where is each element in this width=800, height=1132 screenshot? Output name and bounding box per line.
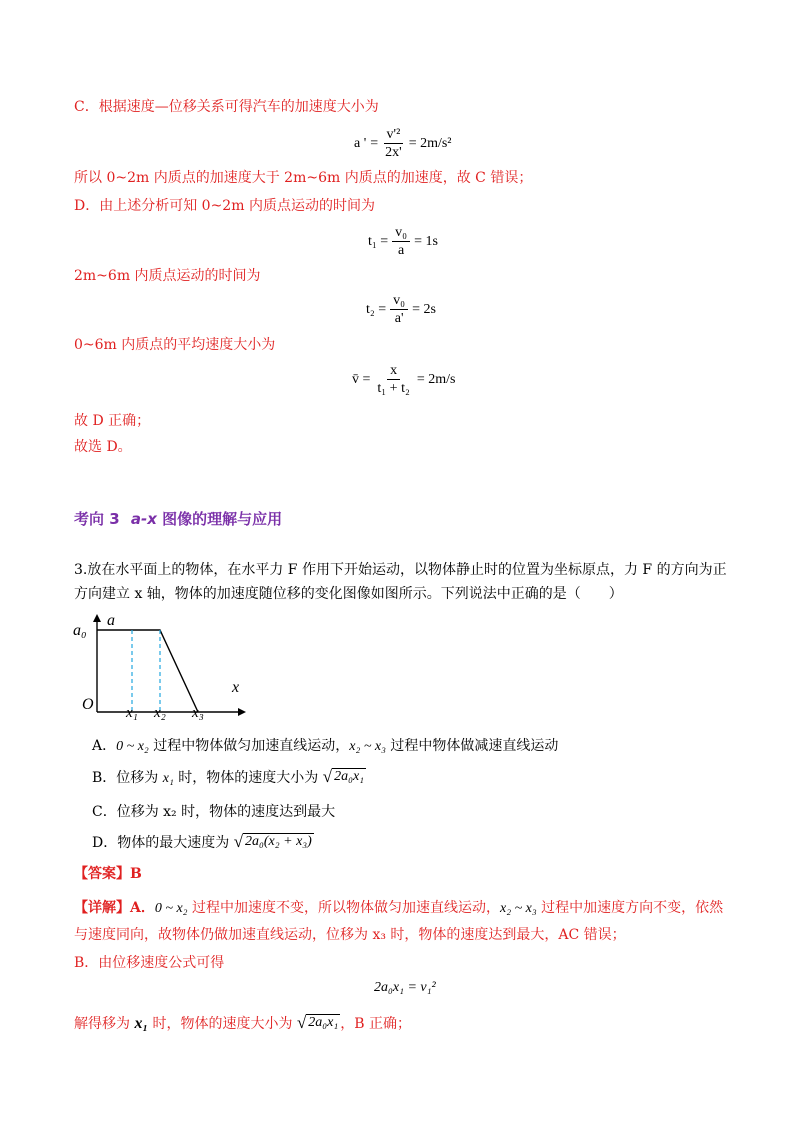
x-axis-arrow [238,708,246,716]
sqrt-expr: √ 2a₀(x₂ + x₃) [233,832,312,851]
equation-position-velocity: 2a₀x₁ = v₁² [374,980,436,995]
y-axis-label: a [107,612,115,629]
eq-den: 2x' [385,145,402,160]
graph-line [97,630,198,712]
detail-b-intro: B．由位移速度公式可得 [74,955,225,971]
range-x2-x3: x₂ ~ x₃ [499,901,537,916]
detail-text-end: 过程中加速度方向不变，依然 [536,900,724,916]
opt-prefix: B．位移为 [92,770,163,786]
option-b[interactable] [92,768,366,789]
eq-rhs: = 2s [412,301,436,317]
heading-label: 考向 3 [74,510,120,528]
sectionD-line3: 0~6m 内质点的平均速度大小为 [74,337,276,353]
opt-prefix: A． [92,738,117,754]
tick-x1: x₁ [126,705,138,720]
sqrt-body: 2a₀x₁ [308,1015,339,1030]
detail-label: 【详解】A． [74,900,155,916]
opt-text-end: 过程中物体做减速直线运动 [385,738,559,754]
detail-text: 过程中加速度不变，所以物体做匀加速直线运动， [187,900,500,916]
option-d[interactable] [92,833,314,853]
range-0-x2: 0 ~ x₂ [154,901,188,916]
eq-den: t₁ + t₂ [377,381,410,396]
tick-x2: x₂ [154,705,166,720]
detail-text-mid: 时，物体的速度大小为 [148,1016,297,1032]
sqrt-body: 2a₀x₁ [334,769,365,784]
question-line2: 方向建立 x 轴，物体的加速度随位移的变化图像如图所示。下列说法中正确的是（ ） [74,586,623,602]
detail-line2: 与速度同向，故物体仍做加速直线运动，位移为 x₃ 时，物体的速度达到最大，AC 错误； [74,927,626,943]
eq-num: v'² [384,126,404,144]
eq-num: x [387,362,400,380]
option-c[interactable]: C．位移为 x₂ 时，物体的速度达到最大 [92,804,336,820]
opt-prefix: D．物体的最大速度为 [92,835,234,851]
eq-lhs: v̄ = [352,371,371,387]
eq-rhs: = 2m/s² [408,135,452,151]
sectionD-intro: D．由上述分析可知 0~2m 内质点运动的时间为 [74,198,375,214]
detail-text-end: ，B 正确； [340,1016,411,1032]
eq-den: a [398,243,405,258]
equation-avg-velocity [352,362,455,397]
detail-var: x₁ [134,1015,149,1032]
opt-range1: 0 ~ x₂ [116,739,149,754]
detail-final [74,1014,411,1034]
detail-text: 解得移为 [74,1016,135,1032]
eq-num: v₀ [392,224,410,242]
sectionC-conclusion: 所以 0~2m 内质点的加速度大于 2m~6m 内质点的加速度，故 C 错误； [74,170,533,186]
opt-text: 时，物体的速度大小为 [173,770,323,786]
eq-lhs: t₁ = [368,233,389,249]
opt-text: 过程中物体做匀加速直线运动， [148,738,350,754]
x-axis-label: x [232,679,240,696]
eq-den: a' [394,311,404,326]
eq-lhs: t₂ = [366,301,387,317]
sqrt-expr: √ 2a₀x₁ [322,767,365,786]
eq-rhs: = 1s [414,233,438,249]
opt-range2: x₂ ~ x₃ [349,739,386,754]
heading-topic-var: a-x [130,510,157,528]
eq-num: v₀ [390,292,408,310]
detail-line1 [74,898,723,919]
sectionC-intro: C．根据速度—位移关系可得汽车的加速度大小为 [74,99,379,115]
eq-lhs: a ' [354,135,367,151]
section-heading [74,508,282,529]
opt-var: x₁ [162,771,174,786]
equation-a-prime: a ' = $\frac{\text{v'²}}{2x'}$ = 2m/s² [354,127,452,160]
heading-topic: 图像的理解与应用 [156,510,283,528]
sectionD-line2: 2m~6m 内质点运动的时间为 [74,268,261,284]
sqrt-expr: √ 2a₀x₁ [296,1013,339,1032]
y-axis-arrow [93,614,101,622]
eq-rhs: = 2m/s [416,371,456,387]
option-a[interactable] [92,736,558,757]
sqrt-body: 2a₀(x₂ + x₃) [245,834,312,849]
question-line1: 3.放在水平面上的物体，在水平力 F 作用下开始运动，以物体静止时的位置为坐标原点，力 F 的方向为正 [74,562,727,578]
sectionD-choose: 故选 D。 [74,439,132,455]
a0-label: a₀ [73,622,87,639]
origin-label: O [82,696,94,713]
equation-t2 [366,292,436,327]
a-x-graph [70,612,260,720]
tick-x3: x₃ [192,705,204,720]
equation-t1 [368,224,438,259]
sectionD-correct: 故 D 正确； [74,413,151,429]
answer: 【答案】B [74,866,142,882]
